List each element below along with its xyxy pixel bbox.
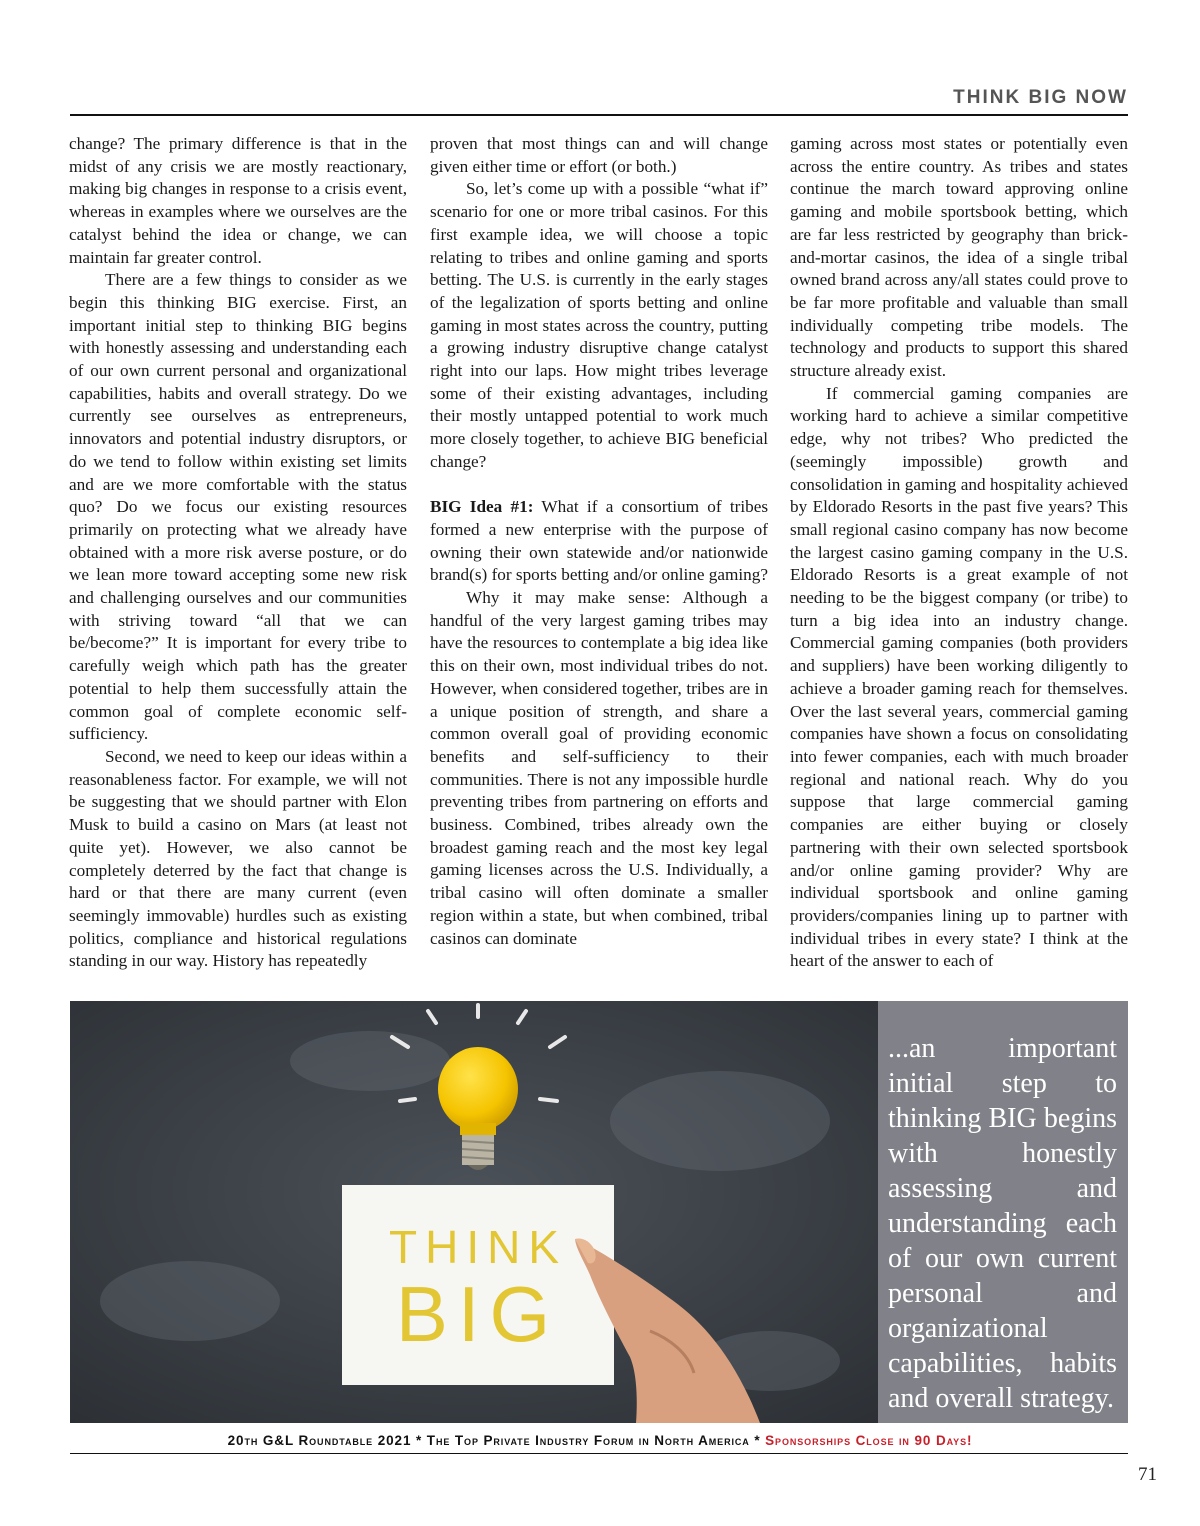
page-footer (115, 1433, 1085, 1448)
text-column-1 (69, 133, 407, 973)
page-header (70, 86, 1128, 116)
pull-quote-text: ...an important initial step to thinking BIG begins with honestly assessing and understanding each of our own current personal and organizational capabilities, habits and overall strategy. (888, 1033, 1117, 1414)
paragraph: Why it may make sense: Although a handful of the very largest gaming tribes may have the resources to contemplate a big idea like this on their own, most individual tribes do not. However, when considered together, tribes are in a unique position of strength, and share a common overall goal of providing economic benefits and self-sufficiency to their communities. There is not any impossible hurdle preventing tribes from partnering on efforts and business. Combined, tribes already own the broadest gaming reach and the most key legal gaming licenses across the U.S. Individually, a tribal casino will often dominate a smaller region within a state, but when combined, tribal casinos can dominate (430, 588, 768, 948)
section-title: THINK BIG NOW (953, 87, 1128, 108)
footer-highlight: Sponsorships Close in 90 Days! (765, 1433, 973, 1448)
think-big-card (342, 1185, 614, 1385)
think-big-photo (70, 1001, 878, 1423)
paragraph: If commercial gaming companies are working hard to achieve a similar competitive edge, why not tribes? Who predicted the (seemingly impossible) growth and consolidation in gaming and hospitality achieved by Eldorado Resorts in the past five years? This small regional casino company has now become the largest casino gaming company in the U.S. Eldorado Resorts is a great example of not needing to be the biggest company (or tribe) to turn a big idea into an industry change. Commercial gaming companies (both providers and suppliers) have been working diligently to achieve a broader gaming reach for themselves. Over the last several years, commercial gaming companies have shown a focus on consolidating into fewer companies, each with much broader regional and national reach. Why do you suppose that large commercial gaming companies are either buying or closely partnering with their own selected sportsbook and/or online gaming provider? Why are individual sportsbook and online gaming providers/companies lining up to partner with individual tribes in every state? I think at the heart of the answer to each of (790, 383, 1128, 971)
paragraph: So, let’s come up with a possible “what if” scenario for one or more tribal casinos. For this first example idea, we will choose a topic relating to tribes and online gaming and sports betting. The U.S. is currently in the early stages of the legalization of sports betting and online gaming in most states across the country, putting a growing industry disruptive change catalyst right into our laps. How might tribes leverage some of their existing advantages, including their mostly untapped potential to work much more closely together, to achieve BIG beneficial change? (430, 179, 768, 471)
big-idea-text: What if a consortium of tribes formed a new enterprise with the purpose of owning their own statewide and/or nationwide brand(s) for sports betting and/or online gaming? (430, 497, 769, 585)
card-text-big: BIG (395, 1270, 561, 1358)
footer-rule (70, 1453, 1128, 1454)
big-idea-paragraph (430, 496, 768, 587)
paragraph: proven that most things can and will change given either time or effort (or both.) (430, 134, 768, 176)
paragraph: gaming across most states or potentially even across the entire country. As tribes and states continue the march toward approving online gaming and mobile sportsbook betting, which are far less restricted by geography than brick-and-mortar casinos, the idea of a single tribal owned brand across any/all states could prove to be far more profitable and valuable than small individually competing tribe models. The technology and products to support this shared structure already exist. (790, 134, 1128, 381)
big-idea-label: BIG Idea #1: (430, 497, 534, 517)
card-text-think: THINK (389, 1221, 567, 1273)
paragraph: Second, we need to keep our ideas within a reasonableness factor. For example, we will not be suggesting that we should partner with Elon Musk to build a casino on Mars (at least not quite yet). However, we also cannot be completely deterred by the fact that change is hard or that there are many current (even seemingly immovable) hurdles such as existing politics, compliance and historical regulations standing in our way. History has repeatedly (69, 746, 407, 971)
pull-quote (878, 1001, 1128, 1423)
footer-text: 20th G&L Roundtable 2021 * The Top Private Industry Forum in North America * (227, 1433, 766, 1448)
footer-line (115, 1433, 1085, 1448)
text-column-3 (790, 133, 1128, 973)
paragraph: There are a few things to consider as we begin this thinking BIG exercise. First, an important initial step to thinking BIG begins with honestly assessing and understanding each of our own current personal and organizational capabilities, habits and overall strategy. Do we currently see ourselves as entrepreneurs, innovators and potential industry disruptors, or do we tend to follow within existing set limits and are we more comfortable with the status quo? Do we focus our existing resources primarily on protecting what we already have obtained with a more risk averse posture, or do we lean more toward accepting some new risk and challenging ourselves and our communities with striving toward “all that we can be/become?” It is important for every tribe to carefully weigh which path has the greater potential to help them successfully attain the common goal of complete economic self-sufficiency. (69, 270, 407, 744)
text-column-2 (430, 133, 768, 950)
chalkboard-illustration (70, 1001, 878, 1423)
paragraph: change? The primary difference is that in the midst of any crisis we are mostly reactionary, making big changes in response to a crisis event, whereas in examples where we ourselves are the catalyst behind the idea or change, we can maintain far greater control. (69, 134, 407, 267)
page-number: 71 (1138, 1464, 1157, 1485)
